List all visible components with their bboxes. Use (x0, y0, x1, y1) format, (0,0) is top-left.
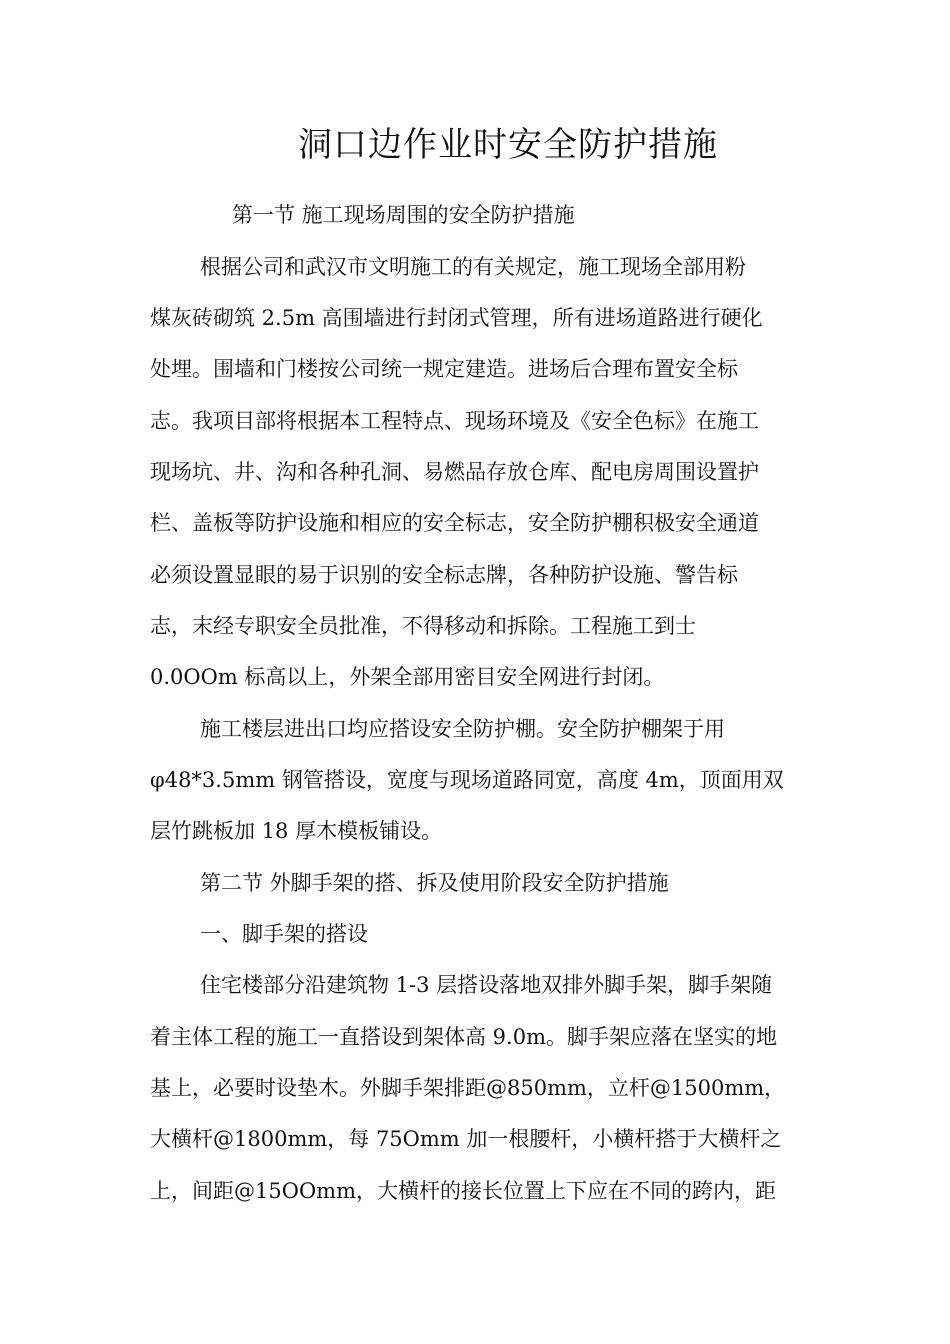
paragraph-line: 0.0OOm 标高以上，外架全部用密目安全网进行封闭。 (150, 665, 665, 689)
paragraph-line: 基上，必要时设垫木。外脚手架排距@850mm，立杆@1500mm， (150, 1076, 786, 1100)
section-heading-2: 第二节 外脚手架的搭、拆及使用阶段安全防护措施 (200, 871, 669, 895)
paragraph-line: 志，末经专职安全员批准，不得移动和拆除。工程施工到士 (150, 614, 696, 638)
paragraph-line: 栏、盖板等防护设施和相应的安全标志，安全防护棚积极安全通道 (150, 511, 759, 535)
paragraph-line: 大横杆@1800mm，每 75Omm 加一根腰杆，小横杆搭于大横杆之 (150, 1127, 782, 1151)
paragraph-line: 住宅楼部分沿建筑物 1-3 层搭设落地双排外脚手架，脚手架随 (200, 973, 773, 997)
paragraph-line: 煤灰砖砌筑 2.5m 高围墙进行封闭式管理，所有进场道路进行硬化 (150, 306, 763, 330)
section-heading-1: 第一节 施工现场周围的安全防护措施 (232, 203, 575, 227)
paragraph-line: 现场坑、井、沟和各种孔洞、易燃品存放仓库、配电房周围设置护 (150, 460, 759, 484)
paragraph-line: 根据公司和武汉市文明施工的有关规定，施工现场全部用粉 (200, 255, 746, 279)
paragraph-line: 必须设置显眼的易于识别的安全标志牌，各种防护设施、警告标 (150, 563, 738, 587)
paragraph-line: 层竹跳板加 18 厚木模板铺设。 (150, 819, 443, 843)
paragraph-line: 着主体工程的施工一直搭设到架体高 9.0m。脚手架应落在坚实的地 (150, 1025, 777, 1049)
paragraph-line: φ48*3.5mm 钢管搭设，宽度与现场道路同宽，高度 4m，顶面用双 (150, 768, 784, 792)
subsection-heading: 一、脚手架的搭设 (200, 922, 368, 946)
paragraph-line: 上，间距@15OOmm，大横杆的接长位置上下应在不同的跨内，距 (150, 1179, 776, 1203)
paragraph-line: 处埋。围墙和门楼按公司统一规定建造。进场后合理布置安全标 (150, 357, 738, 381)
document-title: 洞口边作业时安全防护措施 (298, 125, 718, 165)
paragraph-line: 施工楼层进出口均应搭设安全防护棚。安全防护棚架于用 (200, 717, 725, 741)
paragraph-line: 志。我项目部将根据本工程特点、现场环境及《安全色标》在施工 (150, 409, 759, 433)
